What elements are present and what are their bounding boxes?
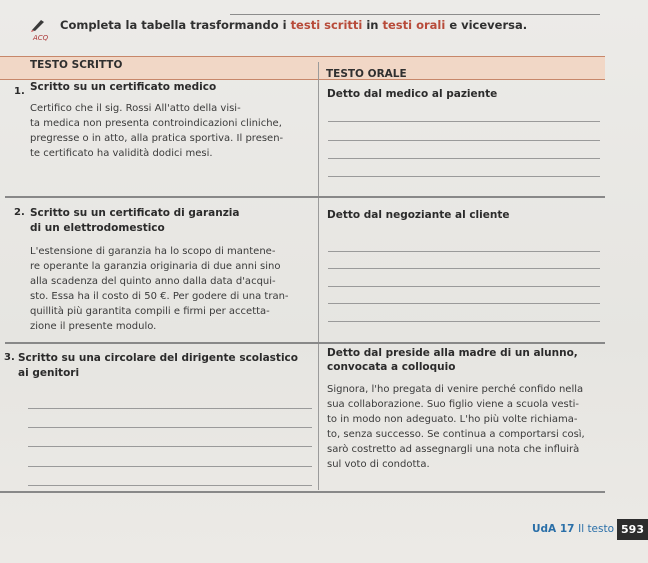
header-written-text: TESTO SCRITTO (30, 59, 123, 71)
row-3-answer-line-5[interactable] (28, 485, 312, 486)
row-1-written-title: Scritto su un certificato medico (30, 81, 217, 93)
footer-unit-label: UdA 17 Il testo (532, 523, 615, 535)
row-2-number: 2. (14, 207, 25, 218)
row-2-answer-line-4[interactable] (328, 303, 600, 304)
row-1-answer-line-1[interactable] (328, 121, 600, 122)
row-2-oral-title: Detto dal negoziante al cliente (327, 209, 510, 221)
row-1-answer-line-2[interactable] (328, 140, 600, 141)
row-3-oral-title: Detto dal preside alla madre di un alunno, convocata a colloquio (327, 347, 578, 373)
row-3-answer-line-2[interactable] (28, 427, 312, 428)
exercise-instruction: Completa la tabella trasformando i testi scritti in testi orali e viceversa. (60, 18, 528, 32)
row-3-answer-line-4[interactable] (28, 466, 312, 467)
row-2-written-title: Scritto su un certificato di garanzia di un elettrodomestico (30, 207, 240, 234)
row-3-oral-body: Signora, l'ho pregata di venire perché confido nella sua collaborazione. Suo figlio viene a scuola vesti- to in modo non adeguato. L'ho più volte richiama- to, senza successo. Se continua a comportarsi così, sarò costretto ad assegnargli una nota che influirà sul voto di condotta. (327, 384, 585, 470)
row-3-answer-line-1[interactable] (28, 408, 312, 409)
top-rule (230, 14, 600, 15)
row-3-number: 3. (4, 352, 15, 363)
row-1-answer-line-4[interactable] (328, 176, 600, 177)
row-separator-2 (5, 342, 605, 344)
header-oral-text: TESTO ORALE (326, 68, 407, 80)
row-2-answer-line-2[interactable] (328, 268, 600, 269)
task-icon-label: ACQ (33, 34, 49, 42)
row-1-answer-line-3[interactable] (328, 158, 600, 159)
row-separator-1 (5, 196, 605, 198)
row-1-oral-title: Detto dal medico al paziente (327, 88, 498, 100)
page-number: 593 (617, 519, 648, 540)
row-1-written-body: Certifico che il sig. Rossi All'atto della visi- ta medica non presenta controindicazioni cliniche, pregresse o in atto, alla pratica sportiva. Il presen- te certificato ha validità dodici mesi. (30, 103, 284, 159)
table-bottom-rule (0, 491, 605, 493)
row-2-answer-line-3[interactable] (328, 286, 600, 287)
column-divider (318, 62, 319, 490)
row-3-written-title: Scritto su una circolare del dirigente scolastico ai genitori (18, 352, 298, 379)
row-2-answer-line-1[interactable] (328, 251, 600, 252)
pencil-task-icon (30, 18, 46, 32)
row-1-number: 1. (14, 86, 25, 97)
row-2-answer-line-5[interactable] (328, 321, 600, 322)
row-2-written-body: L'estensione di garanzia ha lo scopo di mantene- re operante la garanzia originaria di due anni sino alla scadenza del quinto anno dalla data d'acqui- sto. Essa ha il costo di 50 €. Per godere di una tran- quillità più garantita compili e firmi per accetta- zione il presente modulo. (30, 246, 289, 332)
row-3-answer-line-3[interactable] (28, 446, 312, 447)
